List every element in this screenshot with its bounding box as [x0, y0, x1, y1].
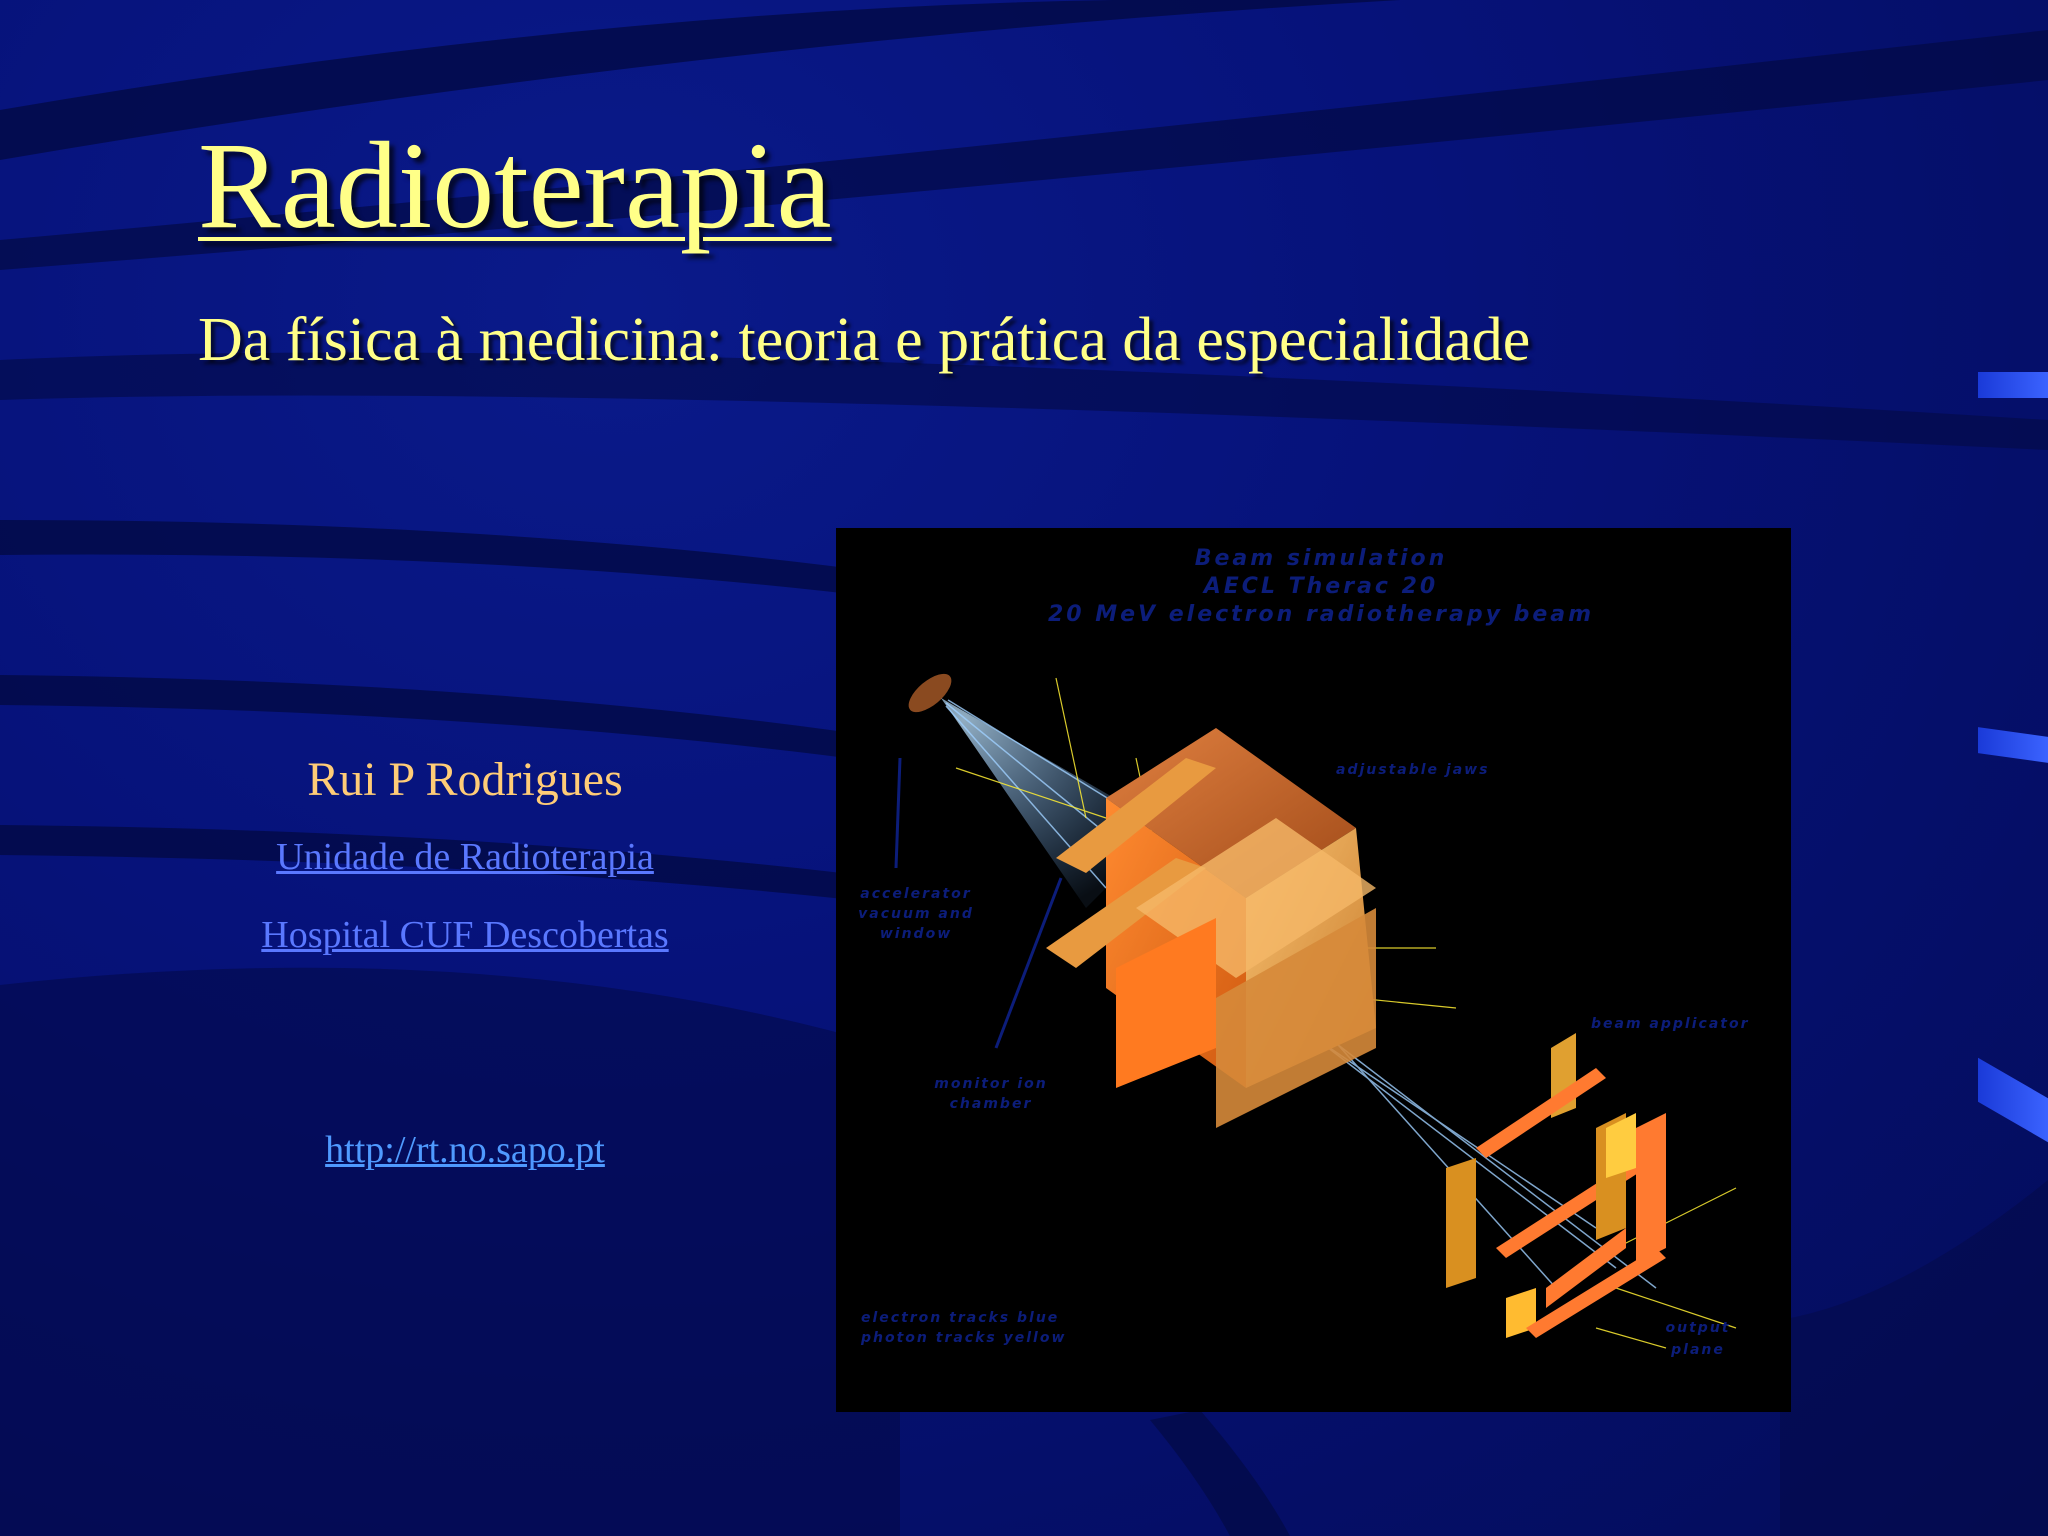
- label-output-plane: plane: [1671, 1342, 1725, 1358]
- label-monitor-chamber: chamber: [949, 1096, 1033, 1112]
- side-decoration: [1978, 372, 2048, 398]
- author-name: Rui P Rodrigues: [307, 753, 623, 806]
- figure-title-line: 20 MeV electron radiotherapy beam: [1047, 602, 1595, 627]
- label-legend: photon tracks yellow: [861, 1330, 1067, 1346]
- label-monitor-chamber: monitor ion: [934, 1076, 1048, 1092]
- label-adjustable-jaws: adjustable jaws: [1336, 762, 1490, 778]
- figure-title-line: AECL Therac 20: [1203, 574, 1439, 599]
- label-legend: electron tracks blue: [861, 1310, 1060, 1326]
- label-accelerator: accelerator: [860, 886, 972, 902]
- beam-simulation-illustration: [836, 528, 1791, 1412]
- label-accelerator: window: [879, 926, 953, 942]
- website-link[interactable]: http://rt.no.sapo.pt: [325, 1129, 605, 1171]
- slide-subtitle: Da física à medicina: teoria e prática da especialidade: [198, 306, 1531, 374]
- label-beam-applicator: beam applicator: [1591, 1016, 1750, 1032]
- label-output-plane: output: [1665, 1320, 1731, 1336]
- label-accelerator: vacuum and: [858, 906, 974, 922]
- unit-link[interactable]: Unidade de Radioterapia: [276, 836, 654, 878]
- beam-simulation-figure: [836, 528, 1791, 1412]
- author-block: [150, 752, 780, 991]
- hospital-link[interactable]: Hospital CUF Descobertas: [261, 914, 669, 956]
- slide-title: Radioterapia: [198, 117, 832, 254]
- figure-title-line: Beam simulation: [1194, 546, 1448, 571]
